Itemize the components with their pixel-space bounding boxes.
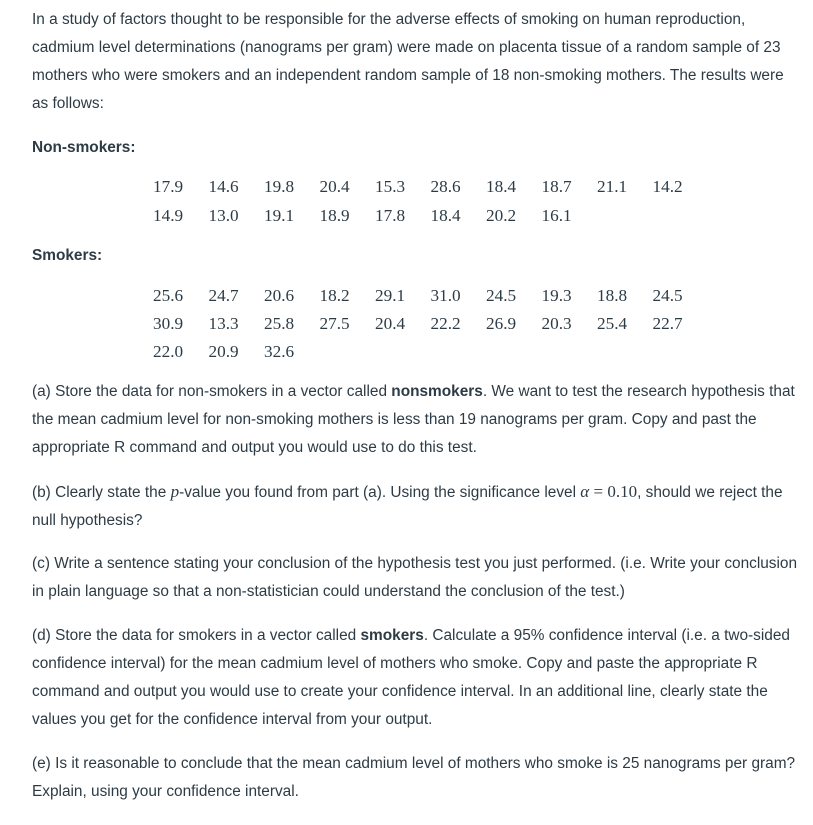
data-value: 20.9 <box>208 342 239 361</box>
smokers-vector-name: smokers <box>360 627 424 644</box>
data-value: 31.0 <box>430 286 461 305</box>
data-value: 14.6 <box>208 177 239 196</box>
data-value: 19.3 <box>541 286 572 305</box>
data-value: 25.6 <box>153 286 184 305</box>
data-value: 22.0 <box>153 342 184 361</box>
part-b-text-mid: -value you found from part (a). Using the significance level <box>179 484 581 501</box>
data-value: 20.6 <box>264 286 295 305</box>
data-value: 21.1 <box>597 177 628 196</box>
part-d-text: (d) Store the data for smokers in a vector called <box>32 627 361 644</box>
data-value: 27.5 <box>319 314 350 333</box>
data-value: 18.2 <box>319 286 350 305</box>
part-a-paragraph <box>32 378 802 462</box>
data-value: 13.0 <box>208 206 239 225</box>
data-value: 18.4 <box>486 177 517 196</box>
data-value: 20.2 <box>486 206 517 225</box>
nonsmokers-vector-name: nonsmokers <box>391 383 483 400</box>
part-a-text-end: . We want to test the research hypothesis that the mean cadmium level for non-smoking mothers is less than 19 nanograms per gram. Copy and past the appropriate R command and output you would use to do this test. <box>32 383 795 456</box>
data-value: 22.2 <box>430 314 461 333</box>
data-value: 25.8 <box>264 314 295 333</box>
part-e-paragraph: (e) Is it reasonable to conclude that the mean cadmium level of mothers who smoke is 25 nanograms per gram? Explain, using your confidence interval. <box>32 755 796 800</box>
data-value: 20.4 <box>375 314 406 333</box>
intro-paragraph: In a study of factors thought to be responsible for the adverse effects of smoking on human reproduction, cadmium level determinations (nanograms per gram) were made on placenta tissue of a random sample of 23 mothers who were smokers and an independent random sample of 18 non-smoking mothers. The results were as follows: <box>32 11 784 112</box>
data-value: 29.1 <box>375 286 406 305</box>
part-d-text-end: . Calculate a 95% confidence interval (i.e. a two-sided confidence interval) for the mean cadmium level of mothers who smoke. Copy and paste the appropriate R command and output you would use to create your confidence interval. In an additional line, clearly state the values you get for the confidence interval from your output. <box>32 627 790 728</box>
data-value: 16.1 <box>541 206 572 225</box>
data-value: 17.9 <box>153 177 184 196</box>
data-value: 25.4 <box>597 314 628 333</box>
data-value: 20.4 <box>319 177 350 196</box>
part-c-paragraph: (c) Write a sentence stating your conclusion of the hypothesis test you just performed. (i.e. Write your conclusion in plain language so that a non-statistician could understand the conclusion of the test.) <box>32 555 798 600</box>
data-value: 28.6 <box>430 177 461 196</box>
data-value: 14.9 <box>153 206 184 225</box>
data-value: 18.9 <box>319 206 350 225</box>
p-symbol: p <box>170 482 180 501</box>
alpha-value: = 0.10 <box>589 482 638 501</box>
data-value: 13.3 <box>208 314 239 333</box>
part-b-paragraph <box>32 478 802 535</box>
data-value: 20.3 <box>541 314 572 333</box>
smokers-label: Smokers: <box>32 247 103 264</box>
data-value: 32.6 <box>264 342 295 361</box>
data-value: 18.4 <box>430 206 461 225</box>
data-value: 26.9 <box>486 314 517 333</box>
part-b-text-end: , should we reject the null hypothesis? <box>32 484 783 529</box>
data-value: 19.1 <box>264 206 295 225</box>
data-value: 14.2 <box>652 177 683 196</box>
data-value: 24.5 <box>486 286 517 305</box>
part-a-text: (a) Store the data for non-smokers in a vector called <box>32 383 392 400</box>
part-d-paragraph <box>32 622 802 734</box>
alpha-symbol: α <box>580 482 590 501</box>
data-value: 18.7 <box>541 177 572 196</box>
data-value: 22.7 <box>652 314 683 333</box>
nonsmokers-label: Non-smokers: <box>32 139 136 156</box>
part-b-text: (b) Clearly state the <box>32 484 171 501</box>
data-value: 17.8 <box>375 206 406 225</box>
data-value: 15.3 <box>375 177 406 196</box>
data-value: 30.9 <box>153 314 184 333</box>
data-value: 18.8 <box>597 286 628 305</box>
data-value: 19.8 <box>264 177 295 196</box>
data-value: 24.7 <box>208 286 239 305</box>
data-value: 24.5 <box>652 286 683 305</box>
